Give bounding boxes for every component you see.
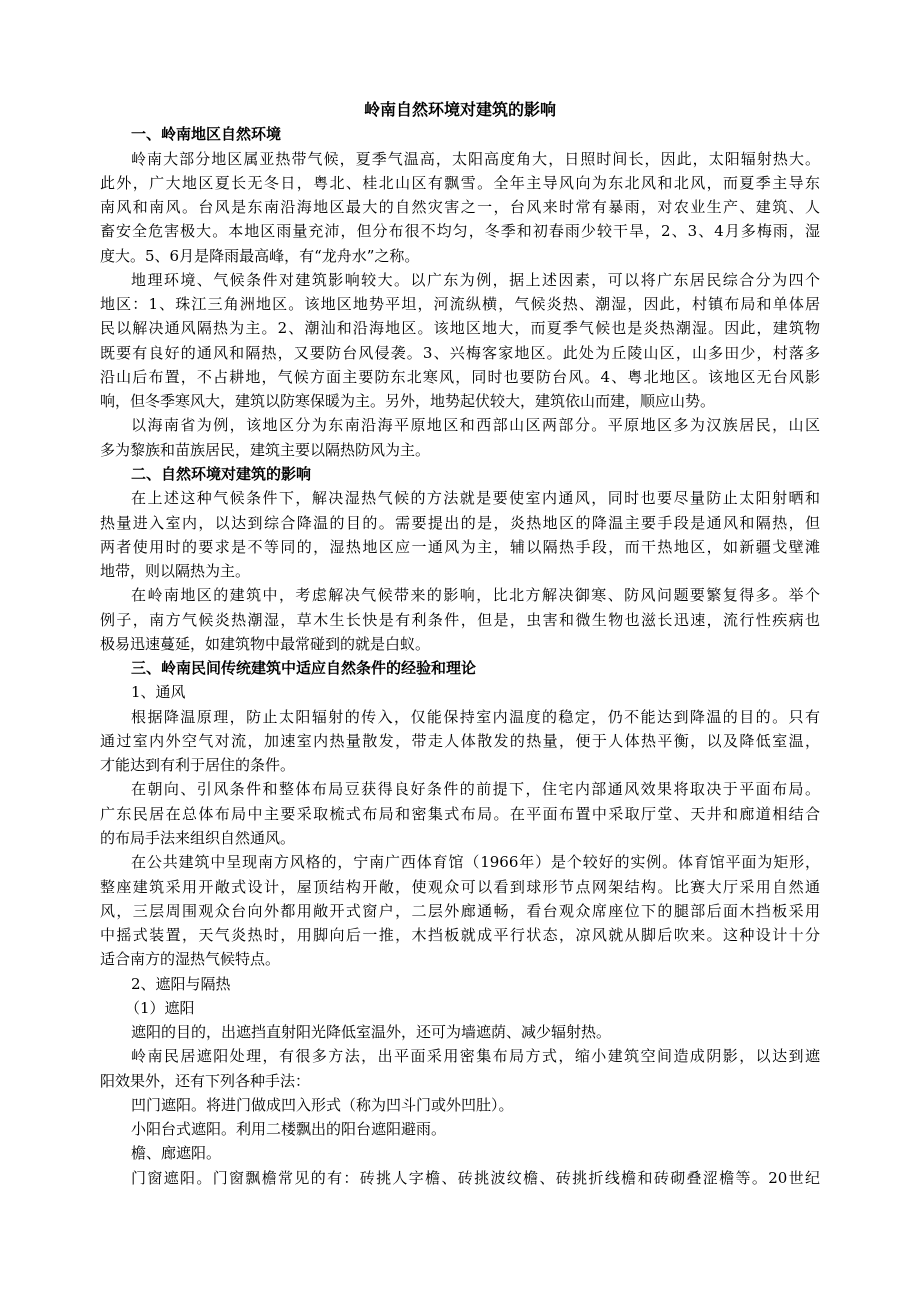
text-line: 1、通风 bbox=[131, 683, 186, 702]
text-line: 凹门遮阳。将进门做成凹入形式（称为凹斗门或外凹肚）。 bbox=[131, 1095, 514, 1114]
paragraph bbox=[100, 1020, 820, 1044]
text-line: 畜安全危害极大。本地区雨量充沛，但分布很不均匀，冬季和初春雨少较干旱，2、3、4月多梅雨，湿 bbox=[100, 222, 820, 241]
paragraph bbox=[100, 777, 820, 850]
text-line: 檐、廊遮阳。 bbox=[131, 1144, 222, 1163]
text-line: 通过室内外空气对流，加速室内热量散发，带走人体散发的热量，便于人体热平衡，以及降低室温， bbox=[100, 731, 820, 750]
section-heading bbox=[100, 462, 820, 486]
text-line: 例子，南方气候炎热潮湿，草木生长快是有利条件，但是，虫害和微生物也滋长迅速，流行性疾病也 bbox=[100, 610, 820, 629]
section-heading bbox=[100, 656, 820, 680]
text-line: 广东民居在总体布局中主要采取梳式布局和密集式布局。在平面布置中采取厅堂、天井和廊道相结合 bbox=[100, 804, 820, 823]
section-heading bbox=[100, 122, 820, 146]
document-title: 岭南自然环境对建筑的影响 bbox=[363, 100, 556, 119]
text-line: 风，三层周围观众台向外都用敞开式窗户，二层外廊通畅，看台观众席座位下的腿部后面木挡板采用 bbox=[100, 901, 820, 920]
text-line: 度大。5、6月是降雨最高峰，有“龙舟水”之称。 bbox=[100, 246, 420, 265]
text-line: 既要有良好的通风和隔热，又要防台风侵袭。3、兴梅客家地区。此处为丘陵山区，山多田少，村落多 bbox=[100, 343, 820, 362]
paragraph bbox=[100, 1117, 820, 1141]
text-line: 门窗遮阳。门窗飘檐常见的有：砖挑人字檐、砖挑波纹檐、砖挑折线檐和砖砌叠涩檐等。20世纪 bbox=[131, 1168, 820, 1187]
text-line: 以海南省为例，该地区分为东南沿海平原地区和西部山区两部分。平原地区多为汉族居民，山区 bbox=[131, 416, 820, 435]
text-line: 在朝向、引风条件和整体布局豆获得良好条件的前提下，住宅内部通风效果将取决于平面布局。 bbox=[131, 780, 820, 799]
text-line: 二、自然环境对建筑的影响 bbox=[131, 464, 312, 483]
paragraph bbox=[100, 705, 820, 778]
text-line: （1）遮阳 bbox=[125, 998, 195, 1017]
text-line: 三、岭南民间传统建筑中适应自然条件的经验和理论 bbox=[131, 659, 477, 678]
text-line: 一、岭南地区自然环境 bbox=[131, 125, 282, 144]
text-line: 中摇式装置，天气炎热时，用脚向后一推，木挡板就成平行状态，凉风就从脚后吹来。这种设计十分 bbox=[100, 926, 820, 945]
text-line: 响，但冬季寒风大，建筑以防寒保暖为主。另外，地势起伏较大，建筑依山而建，顺应山势。 bbox=[100, 392, 716, 411]
text-line: 热量进入室内，以达到综合降温的目的。需要提出的是，炎热地区的降温主要手段是通风和隔热，但 bbox=[100, 513, 820, 532]
paragraph bbox=[100, 1166, 820, 1190]
text-line: 岭南民居遮阳处理，有很多方法，出平面采用密集布局方式，缩小建筑空间造成阴影，以达到遮 bbox=[131, 1047, 820, 1066]
document-body bbox=[100, 122, 820, 1190]
text-line: 民以解决通风隔热为主。2、潮汕和沿海地区。该地区地大，而夏季气候也是炎热潮湿。因此，建筑物 bbox=[100, 319, 820, 338]
text-line: 的布局手法来组织自然通风。 bbox=[100, 828, 296, 847]
text-line: 地区：1、珠江三角洲地区。该地区地势平坦，河流纵横，气候炎热、潮湿，因此，村镇布局和单体居 bbox=[100, 295, 820, 314]
paragraph bbox=[100, 486, 820, 583]
paragraph bbox=[100, 147, 820, 268]
text-line: 才能达到有利于居住的条件。 bbox=[100, 756, 296, 775]
text-line: 2、遮阳与隔热 bbox=[131, 974, 231, 993]
text-line: 南风和南风。台风是东南沿海地区最大的自然灾害之一，台风来时常有暴雨，对农业生产、建筑、人 bbox=[100, 198, 820, 217]
text-line: 极易迅速蔓延，如建筑物中最常碰到的就是白蚁。 bbox=[100, 634, 431, 653]
text-line: 遮阳的目的，出遮挡直射阳光降低室温外，还可为墙遮荫、减少辐射热。 bbox=[131, 1023, 612, 1042]
text-line: 在公共建筑中呈现南方风格的，宁南广西体育馆（1966年）是个较好的实例。体育馆平面为矩形， bbox=[131, 853, 820, 872]
text-line: 适合南方的湿热气候特点。 bbox=[100, 950, 281, 969]
subsection-heading bbox=[100, 996, 820, 1020]
document-page bbox=[100, 98, 820, 1190]
text-line: 沿山后布置，不占耕地，气候方面主要防东北寒风，同时也要防台风。4、粤北地区。该地区无台风影 bbox=[100, 367, 820, 386]
text-line: 整座建筑采用开敞式设计，屋顶结构开敞，使观众可以看到球形节点网架结构。比赛大厅采用自然通 bbox=[100, 877, 820, 896]
text-line: 此外，广大地区夏长无冬日，粤北、桂北山区有飘雪。全年主导风向为东北风和北风，而夏季主导东 bbox=[100, 173, 820, 192]
text-line: 在上述这种气候条件下，解决湿热气候的方法就是要使室内通风，同时也要尽量防止太阳射晒和 bbox=[131, 489, 820, 508]
paragraph bbox=[100, 1093, 820, 1117]
paragraph bbox=[100, 850, 820, 971]
text-line: 多为黎族和苗族居民，建筑主要以隔热防风为主。 bbox=[100, 440, 431, 459]
paragraph bbox=[100, 1141, 820, 1165]
text-line: 小阳台式遮阳。利用二楼飘出的阳台遮阳避雨。 bbox=[131, 1120, 447, 1139]
text-line: 两者使用时的要求是不等同的，湿热地区应一通风为主，辅以隔热手段，而干热地区，如新疆戈壁滩 bbox=[100, 537, 820, 556]
text-line: 根据降温原理，防止太阳辐射的传入，仅能保持室内温度的稳定，仍不能达到降温的目的。只有 bbox=[131, 707, 820, 726]
paragraph bbox=[100, 1044, 820, 1093]
text-line: 地理环境、气候条件对建筑影响较大。以广东为例，据上述因素，可以将广东居民综合分为四个 bbox=[131, 270, 820, 289]
subsection-heading bbox=[100, 972, 820, 996]
text-line: 岭南大部分地区属亚热带气候，夏季气温高，太阳高度角大，日照时间长，因此，太阳辐射热大。 bbox=[131, 149, 820, 168]
paragraph bbox=[100, 413, 820, 462]
text-line: 在岭南地区的建筑中，考虑解决气候带来的影响，比北方解决御寒、防风问题要繁复得多。举个 bbox=[131, 586, 820, 605]
paragraph bbox=[100, 583, 820, 656]
subsection-heading bbox=[100, 680, 820, 704]
text-line: 阳效果外，还有下列各种手法： bbox=[100, 1071, 311, 1090]
paragraph bbox=[100, 268, 820, 414]
text-line: 地带，则以隔热为主。 bbox=[100, 562, 251, 581]
